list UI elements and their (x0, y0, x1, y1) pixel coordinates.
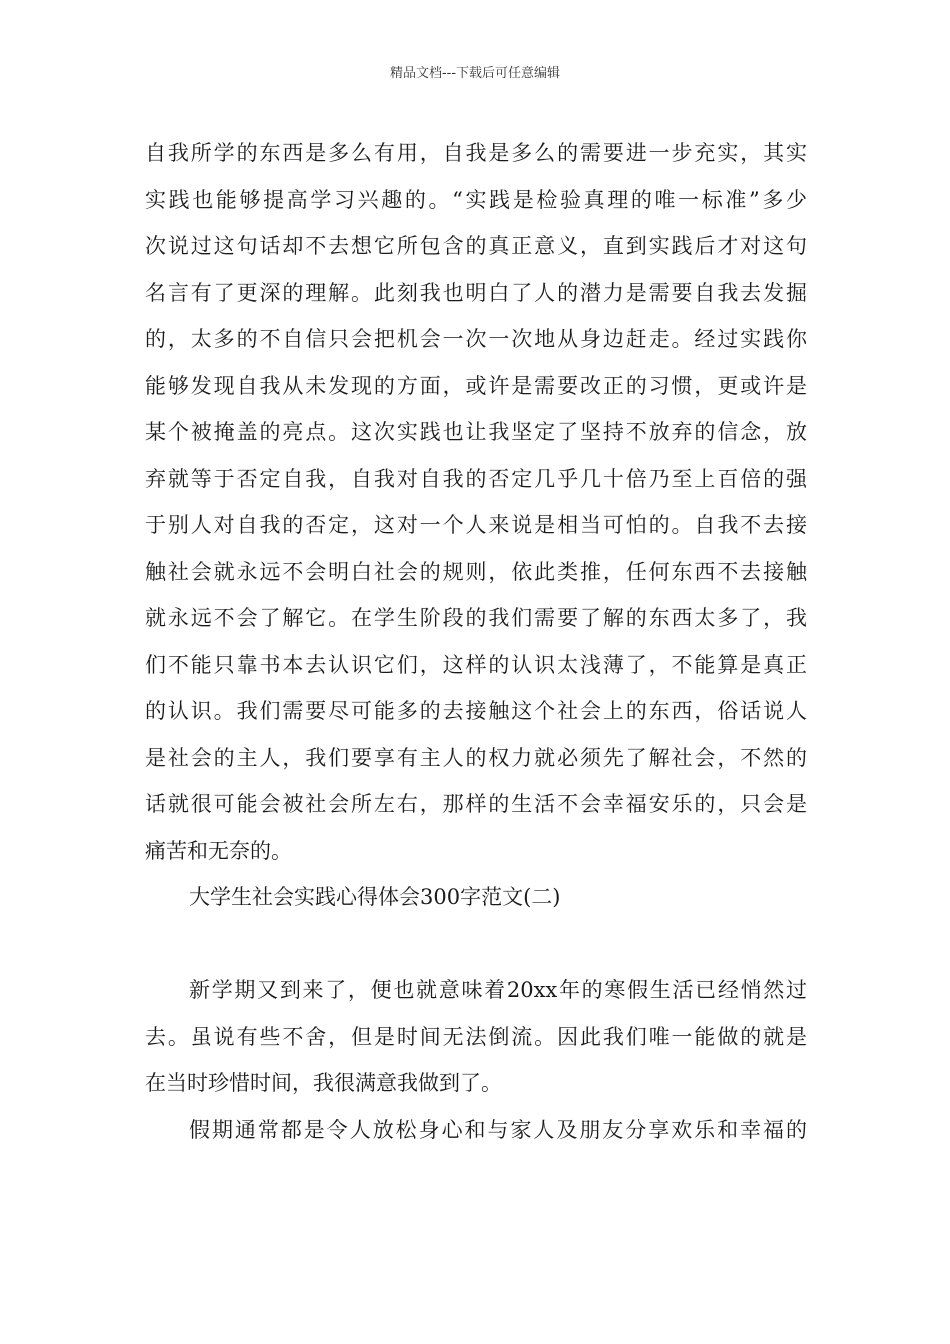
text-line: 的认识。我们需要尽可能多的去接触这个社会上的东西，俗话说人 (145, 699, 807, 723)
text-line: 们不能只靠书本去认识它们，这样的认识太浅薄了，不能算是真正 (145, 652, 807, 677)
paragraph-3 (145, 1107, 807, 1154)
text-line: 弃就等于否定自我，自我对自我的否定几乎几十倍乃至上百倍的强 (145, 466, 807, 491)
text-line: 的，太多的不自信只会把机会一次一次地从身边赶走。经过实践你 (145, 327, 807, 351)
page-header: 精品文档---下载后可任意编辑 (389, 66, 561, 81)
paragraph-2 (145, 967, 807, 1107)
text-line: 名言有了更深的理解。此刻我也明白了人的潜力是需要自我去发掘 (145, 280, 807, 305)
text-line: 假期通常都是令人放松身心和与家人及朋友分享欢乐和幸福的 (189, 1117, 807, 1142)
text-line: 就永远不会了解它。在学生阶段的我们需要了解的东西太多了，我 (145, 606, 807, 630)
text-line: 自我所学的东西是多么有用，自我是多么的需要进一步充实，其实 (145, 141, 807, 165)
document-body (145, 130, 807, 1153)
text-line: 去。虽说有些不舍，但是时间无法倒流。因此我们唯一能做的就是 (145, 1024, 807, 1049)
section-heading: 大学生社会实践心得体会300字范文(二) (189, 885, 561, 909)
text-line: 触社会就永远不会明白社会的规则，依此类推，任何东西不去接触 (145, 559, 807, 584)
paragraph-1 (145, 130, 807, 874)
text-line: 能够发现自我从未发现的方面，或许是需要改正的习惯，更或许是 (145, 373, 807, 398)
text-line: 话就很可能会被社会所左右，那样的生活不会幸福安乐的，只会是 (145, 792, 807, 816)
text-line: 是社会的主人，我们要享有主人的权力就必须先了解社会，不然的 (145, 745, 807, 770)
text-line: 痛苦和无奈的。 (145, 838, 292, 863)
text-line: 某个被掩盖的亮点。这次实践也让我坚定了坚持不放弃的信念，放 (145, 420, 807, 444)
blank-line (145, 921, 807, 968)
text-line: 于别人对自我的否定，这对一个人来说是相当可怕的。自我不去接 (145, 513, 807, 537)
text-line: 在当时珍惜时间，我很满意我做到了。 (145, 1071, 502, 1095)
text-line: 新学期又到来了，便也就意味着20xx年的寒假生活已经悄然过 (189, 978, 807, 1002)
text-line: 次说过这句话却不去想它所包含的真正意义，直到实践后才对这句 (145, 234, 807, 258)
text-line: 实践也能够提高学习兴趣的。“实践是检验真理的唯一标准”多少 (145, 187, 807, 212)
